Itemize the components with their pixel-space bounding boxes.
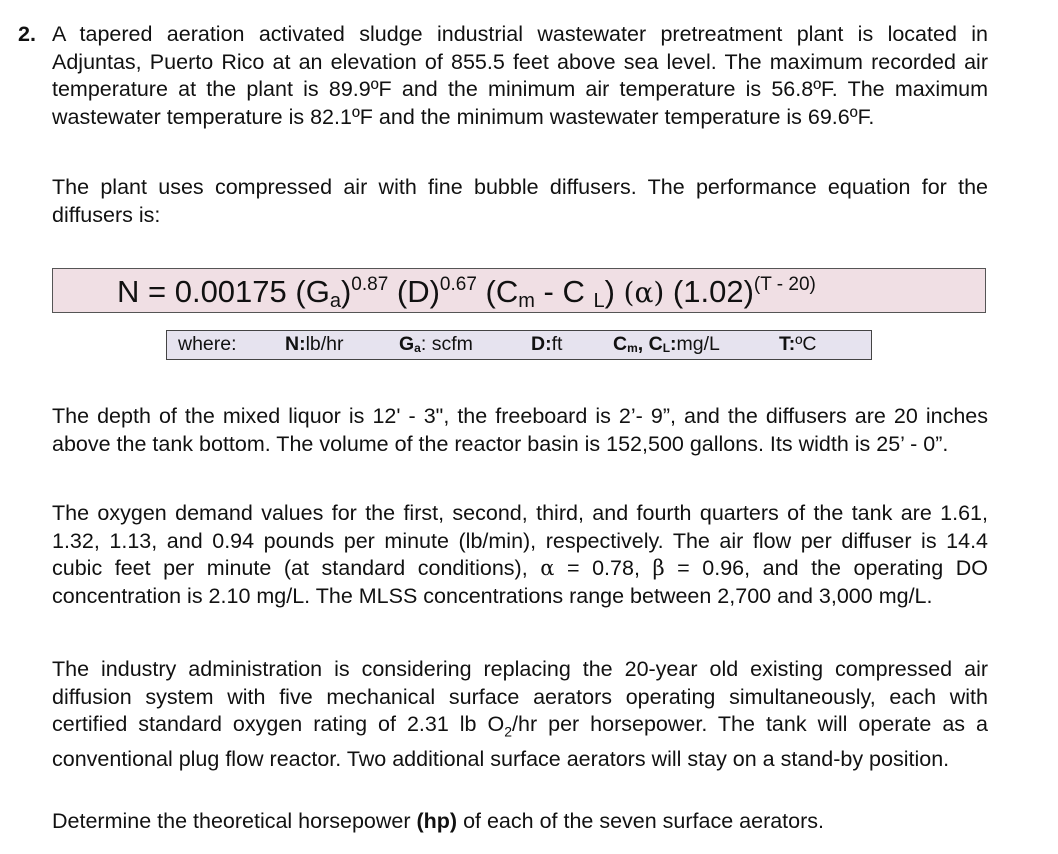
units-t: T: ºC [779,333,817,355]
surface-aerators-paragraph: The industry administration is considering replacing the 20-year old existing compressed air diffusion system with five mechanical surface aerators operating simultaneously, each with certified standard oxygen rating of 2.31 lb $O_2/hr$ per horsepower. The tank will operate as a conventional plug flow reactor. Two additional surface aerators will stay on a stand-by position. [52,657,988,772]
units-c: $C_m$, $C_L$: mg/L [613,333,720,355]
units-d: D: ft [531,333,563,355]
beta-symbol: β [652,556,665,581]
units-ga: $G_a$ : scfm [399,333,473,355]
units-n: N: lb/hr [285,333,344,355]
question-prompt: Determine the theoretical horsepower (hp) of each of the seven surface aerators. [52,809,825,833]
equation-units-legend [166,330,872,360]
performance-equation-box [52,268,986,313]
diffuser-intro-paragraph: The plant uses compressed air with fine bubble diffusers. The performance equation for the diffusers is: [52,175,988,227]
units-where-label: where: [178,333,237,355]
oxygen-demand-paragraph: The oxygen demand values for the first, second, third, and fourth quarters of the tank are 1.61, 1.32, 1.13, and 0.94 pounds per minute (lb/min), respectively. The air flow per diffuser is 14.4 cubic feet per minute (at standard conditions), α = 0.78, β = 0.96, and the operating DO concentration is 2.10 mg/L. The MLSS concentrations range between 2,700 and 3,000 mg/L. [52,501,988,608]
problem-statement-paragraph: A tapered aeration activated sludge industrial wastewater pretreatment plant is located in Adjuntas, Puerto Rico at an elevation of 855.5 feet above sea level. The maximum recorded air temperature at the plant is 89.9ºF and the minimum air temperature is 56.8ºF. The maximum wastewater temperature is 82.1ºF and the minimum wastewater temperature is 69.6ºF. [52,22,988,129]
question-number: 2. [18,22,36,46]
performance-equation: N = 0.00175 $(G_a)^{0.87}$ $(D)^{0.67}$ ($C_m$ - C $_L$) (α) $(1.02)^{(T - 20)}$ [117,274,816,312]
tank-geometry-paragraph: The depth of the mixed liquor is 12' - 3", the freeboard is 2’- 9”, and the diffusers are 20 inches above the tank bottom. The volume of the reactor basin is 152,500 gallons. Its width is 25’ - 0”. [52,404,988,456]
alpha-symbol: α [540,556,555,581]
